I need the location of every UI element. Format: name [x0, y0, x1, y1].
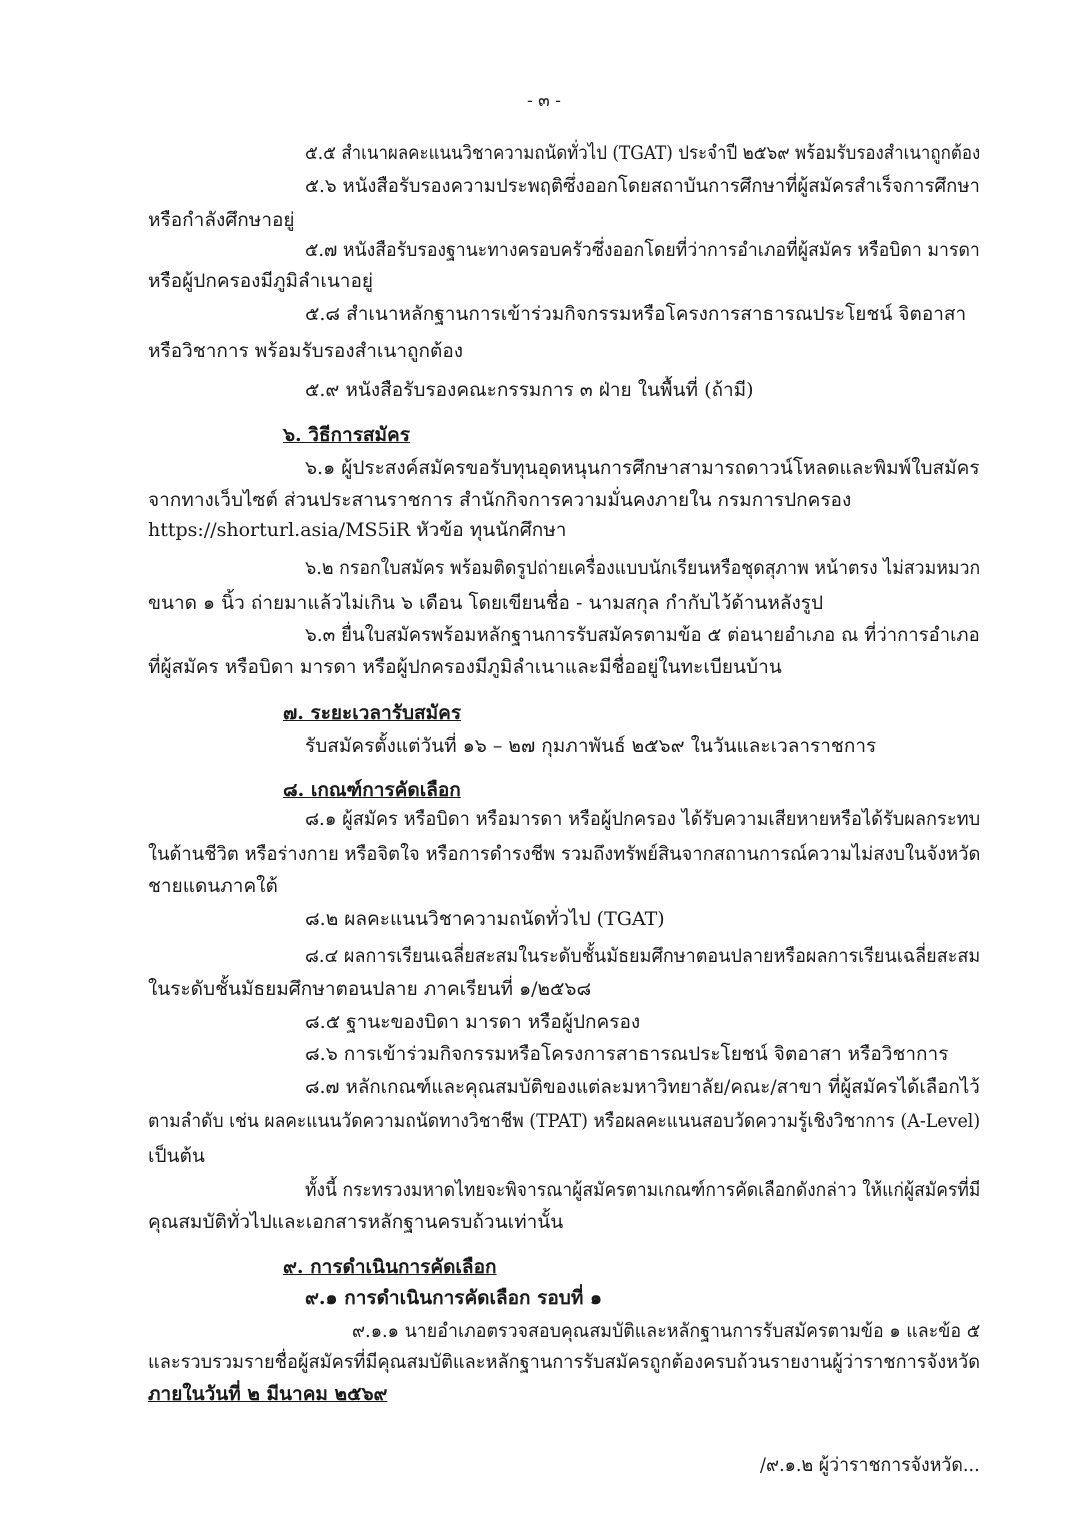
item-8-6: ๘.๖ การเข้าร่วมกิจกรรมหรือโครงการสาธารณประโยชน์ จิตอาสา หรือวิชาการ	[305, 1043, 949, 1065]
page-number: - ๓ -	[527, 91, 561, 111]
item-5-8-line2: หรือวิชาการ พร้อมรับรองสำเนาถูกต้อง	[148, 340, 464, 362]
item-8-2: ๘.๒ ผลคะแนนวิชาความถนัดทั่วไป (TGAT)	[305, 908, 665, 930]
item-8-1-line3: ชายแดนภาคใต้	[148, 875, 278, 897]
item-6-1-line3: https://shorturl.asia/MS5iR หัวข้อ ทุนนักศึกษา	[148, 519, 567, 541]
item-5-6-line1: ๕.๖ หนังสือรับรองความประพฤติซึ่งออกโดยสถาบันการศึกษาที่ผู้สมัครสำเร็จการศึกษา	[305, 175, 980, 197]
item-6-2-line2: ขนาด ๑ นิ้ว ถ่ายมาแล้วไม่เกิน ๖ เดือน โดยเขียนชื่อ - นามสกุล กำกับไว้ด้านหลังรูป	[148, 592, 824, 614]
item-5-7-line1: ๕.๗ หนังสือรับรองฐานะทางครอบครัวซึ่งออกโดยที่ว่าการอำเภอที่ผู้สมัคร หรือบิดา มารดา	[305, 239, 980, 261]
item-6-3-line2: ที่ผู้สมัคร หรือบิดา มารดา หรือผู้ปกครองมีภูมิลำเนาและมีชื่ออยู่ในทะเบียนบ้าน	[148, 656, 782, 678]
section-6-heading: ๖. วิธีการสมัคร	[283, 424, 410, 446]
item-6-2-line1: ๖.๒ กรอกใบสมัคร พร้อมติดรูปถ่ายเครื่องแบบนักเรียนหรือชุดสุภาพ หน้าตรง ไม่สวมหมวก	[305, 557, 981, 579]
subsection-9-1-heading: ๙.๑ การดำเนินการคัดเลือก รอบที่ ๑	[305, 1287, 603, 1309]
item-5-9: ๕.๙ หนังสือรับรองคณะกรรมการ ๓ ฝ่าย ในพื้นที่ (ถ้ามี)	[305, 379, 754, 401]
section-8-heading: ๘. เกณฑ์การคัดเลือก	[283, 779, 461, 801]
item-6-1-line2: จากทางเว็บไซต์ ส่วนประสานราชการ สำนักกิจการความมั่นคงภายใน กรมการปกครอง	[148, 489, 852, 511]
item-8-7-line3: เป็นต้น	[148, 1145, 205, 1167]
note-line1: ทั้งนี้ กระทรวงมหาดไทยจะพิจารณาผู้สมัครตามเกณฑ์การคัดเลือกดังกล่าว ให้แก่ผู้สมัครที่มี	[305, 1179, 981, 1201]
item-6-1-line1: ๖.๑ ผู้ประสงค์สมัครขอรับทุนอุดหนุนการศึกษาสามารถดาวน์โหลดและพิมพ์ใบสมัคร	[305, 457, 980, 479]
item-8-7-line1: ๘.๗ หลักเกณฑ์และคุณสมบัติของแต่ละมหาวิทยาลัย/คณะ/สาขา ที่ผู้สมัครได้เลือกไว้	[305, 1076, 980, 1098]
item-9-1-1-line2: และรวบรวมรายชื่อผู้สมัครที่มีคุณสมบัติและหลักฐานการรับสมัครถูกต้องครบถ้วนรายงานผู้ว่าราชการจังหวัด	[148, 1351, 981, 1373]
section-9-heading: ๙. การดำเนินการคัดเลือก	[283, 1256, 497, 1278]
item-9-1-1-deadline: ภายในวันที่ ๒ มีนาคม ๒๕๖๙	[148, 1383, 388, 1405]
item-8-5: ๘.๕ ฐานะของบิดา มารดา หรือผู้ปกครอง	[305, 1011, 641, 1033]
item-8-1-line1: ๘.๑ ผู้สมัคร หรือบิดา หรือมารดา หรือผู้ปกครอง ได้รับความเสียหายหรือได้รับผลกระทบ	[305, 808, 981, 830]
item-5-6-line2: หรือกำลังศึกษาอยู่	[148, 209, 295, 231]
item-8-4-line1: ๘.๔ ผลการเรียนเฉลี่ยสะสมในระดับชั้นมัธยมศึกษาตอนปลายหรือผลการเรียนเฉลี่ยสะสม	[305, 945, 981, 967]
note-line2: คุณสมบัติทั่วไปและเอกสารหลักฐานครบถ้วนเท่านั้น	[148, 1211, 564, 1233]
item-8-1-line2: ในด้านชีวิต หรือร่างกาย หรือจิตใจ หรือการดำรงชีพ รวมถึงทรัพย์สินจากสถานการณ์ความไม่สงบในจังหวัด	[148, 843, 981, 865]
item-5-7-line2: หรือผู้ปกครองมีภูมิลำเนาอยู่	[148, 270, 374, 292]
item-5-5: ๕.๕ สำเนาผลคะแนนวิชาความถนัดทั่วไป (TGAT) ประจำปี ๒๕๖๙ พร้อมรับรองสำเนาถูกต้อง	[305, 142, 981, 164]
item-8-4-line2: ในระดับชั้นมัธยมศึกษาตอนปลาย ภาคเรียนที่ ๑/๒๕๖๘	[148, 978, 592, 1000]
item-6-3-line1: ๖.๓ ยื่นใบสมัครพร้อมหลักฐานการรับสมัครตามข้อ ๕ ต่อนายอำเภอ ณ ที่ว่าการอำเภอ	[305, 624, 980, 646]
item-9-1-1-line1: ๙.๑.๑ นายอำเภอตรวจสอบคุณสมบัติและหลักฐานการรับสมัครตามข้อ ๑ และข้อ ๕	[352, 1320, 981, 1342]
item-5-8-line1: ๕.๘ สำเนาหลักฐานการเข้าร่วมกิจกรรมหรือโครงการสาธารณประโยชน์ จิตอาสา	[305, 303, 967, 325]
item-7-text: รับสมัครตั้งแต่วันที่ ๑๖ – ๒๗ กุมภาพันธ์ ๒๕๖๙ ในวันและเวลาราชการ	[305, 735, 877, 757]
section-7-heading: ๗. ระยะเวลารับสมัคร	[283, 702, 462, 724]
continuation-text: /๙.๑.๒ ผู้ว่าราชการจังหวัด...	[760, 1454, 980, 1476]
item-8-7-line2: ตามลำดับ เช่น ผลคะแนนวัดความถนัดทางวิชาชีพ (TPAT) หรือผลคะแนนสอบวัดความรู้เชิงวิชาการ (A-Level)	[148, 1110, 981, 1132]
